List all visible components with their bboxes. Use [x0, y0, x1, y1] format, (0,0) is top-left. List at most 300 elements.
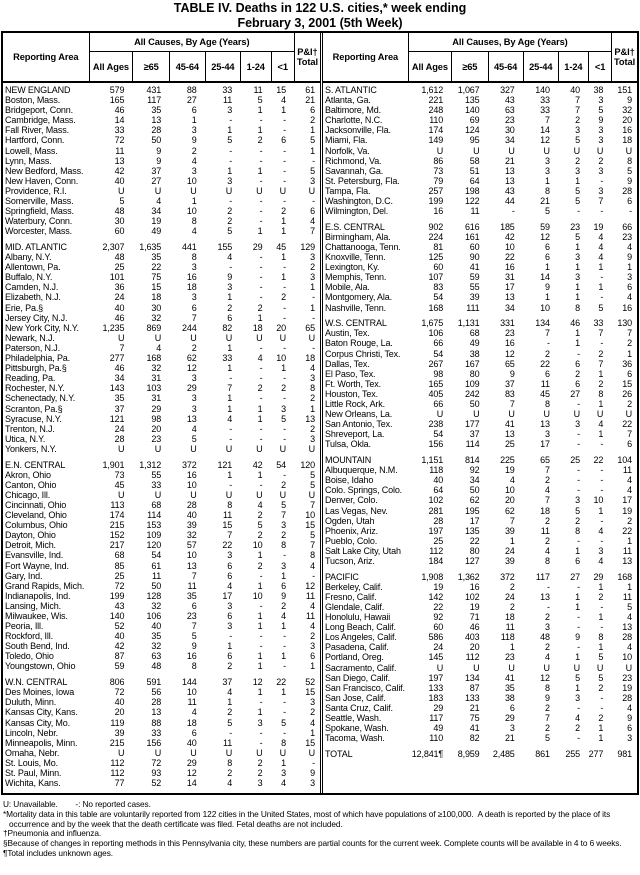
value-45-64: 3 — [191, 373, 197, 384]
value-45-64: 32 — [186, 530, 197, 541]
value-1-24: U — [573, 145, 580, 156]
value-all-ages: 25 — [114, 262, 125, 273]
city-row — [323, 556, 637, 566]
value-1-24: - — [577, 206, 580, 217]
value-pi-total: 11 — [622, 465, 632, 476]
value-all-ages: 28 — [433, 515, 444, 526]
column-header-all-causes: All Causes, By Age (Years) — [408, 33, 611, 52]
value-1-24: 1 — [257, 165, 263, 176]
value-25-44: U — [225, 747, 233, 758]
city-name: Lynn, Mass. — [5, 155, 52, 166]
value-ge65: 195 — [464, 505, 480, 516]
value-1-24: 46 — [570, 318, 580, 329]
value-pi-total: - — [312, 342, 315, 353]
city-row — [3, 186, 320, 196]
value-1-24: 1 — [575, 175, 580, 186]
value-45-64: 6 — [191, 105, 197, 116]
city-row — [323, 166, 637, 176]
value-lt1: 22 — [276, 677, 286, 688]
city-name: San Antonio, Tex. — [325, 419, 393, 430]
value-lt1: 1 — [281, 252, 286, 263]
value-1-24: 2 — [575, 368, 580, 379]
value-ge65: 54 — [151, 550, 162, 561]
value-pi-total: 6 — [310, 206, 315, 217]
city-row — [323, 399, 637, 409]
city-name: Utica, N.Y. — [5, 433, 46, 444]
value-lt1: U — [279, 443, 286, 454]
section-total-row — [323, 85, 637, 95]
value-ge65: 63 — [151, 651, 162, 662]
value-45-64: 39 — [186, 520, 197, 531]
value-1-24: - — [259, 155, 263, 166]
value-1-24: - — [259, 600, 263, 611]
value-pi-total: 28 — [622, 185, 632, 196]
section-name: E.N. CENTRAL — [5, 459, 66, 470]
value-1-24: - — [259, 175, 263, 186]
city-row — [323, 733, 637, 743]
value-lt1: 4 — [598, 252, 604, 263]
value-25-44: 33 — [222, 85, 233, 95]
value-lt1: - — [283, 312, 286, 323]
value-25-44: 7 — [544, 713, 550, 723]
value-all-ages: 248 — [428, 105, 444, 116]
value-lt1: 8 — [281, 737, 286, 748]
value-ge65: 75 — [469, 713, 480, 723]
value-pi-total: 28 — [622, 692, 632, 703]
value-45-64: 1 — [509, 535, 515, 546]
city-row — [3, 323, 320, 333]
city-name: Somerville, Mass. — [5, 196, 74, 207]
city-row — [3, 748, 320, 758]
value-pi-total: 19 — [622, 505, 632, 516]
value-all-ages: 1,675 — [421, 318, 444, 329]
column-header-25-44: 25-44 — [205, 52, 241, 81]
value-all-ages: 28 — [114, 433, 125, 444]
value-45-64: 38 — [504, 692, 515, 703]
city-name: Milwaukee, Wis. — [5, 610, 68, 621]
city-row — [323, 409, 637, 419]
value-pi-total: 9 — [627, 252, 632, 263]
value-lt1: 2 — [598, 348, 604, 359]
value-25-44: 82 — [222, 322, 233, 333]
value-lt1: U — [279, 489, 286, 500]
value-pi-total: 15 — [622, 378, 632, 389]
value-all-ages: U — [117, 489, 125, 500]
value-1-24: 3 — [575, 692, 580, 703]
value-25-44: 7 — [544, 465, 550, 476]
value-pi-total: U — [625, 662, 632, 673]
city-row — [3, 444, 320, 454]
value-ge65: 19 — [151, 216, 162, 227]
value-45-64: 1 — [509, 642, 515, 653]
value-25-44: - — [229, 262, 233, 273]
value-all-ages: U — [436, 145, 444, 156]
city-row — [323, 592, 637, 602]
value-ge65: 19 — [469, 601, 480, 612]
value-all-ages: 5 — [119, 196, 125, 207]
value-lt1: 1 — [281, 363, 286, 374]
value-lt1: 2 — [281, 479, 286, 490]
value-pi-total: 151 — [617, 85, 632, 95]
value-25-44: 33 — [222, 353, 233, 364]
value-25-44: 5 — [227, 226, 233, 237]
value-lt1: 3 — [281, 560, 286, 571]
value-lt1: 1 — [281, 687, 286, 698]
city-name: Spokane, Wash. — [325, 723, 389, 734]
value-all-ages: 46 — [114, 363, 125, 374]
value-all-ages: 165 — [428, 378, 444, 389]
value-ge65: 18 — [151, 292, 162, 303]
column-header-45-64: 45-64 — [488, 52, 523, 81]
value-lt1: 3 — [598, 165, 604, 176]
value-lt1: 5 — [281, 499, 286, 510]
value-lt1: - — [283, 727, 286, 738]
value-1-24: 3 — [575, 495, 580, 506]
value-lt1: - — [283, 707, 286, 718]
city-row — [3, 363, 320, 373]
value-1-24: 4 — [257, 499, 263, 510]
value-all-ages: 40 — [433, 475, 444, 486]
value-25-44: 22 — [540, 358, 550, 369]
value-pi-total: 10 — [622, 652, 632, 663]
value-45-64: 441 — [182, 242, 197, 252]
value-pi-total: 32 — [622, 105, 632, 116]
value-25-44: 1 — [227, 292, 233, 303]
value-lt1: 2 — [281, 530, 286, 541]
value-all-ages: 106 — [428, 328, 444, 339]
section-total-row — [3, 460, 320, 470]
value-lt1: 5 — [598, 672, 604, 683]
value-45-64: 12 — [186, 767, 197, 778]
value-all-ages: 40 — [114, 302, 125, 313]
city-row — [3, 480, 320, 490]
value-all-ages: 1,612 — [421, 85, 444, 95]
city-row — [3, 768, 320, 778]
value-25-44: 2 — [227, 302, 233, 313]
value-pi-total: 6 — [310, 105, 315, 116]
value-25-44: 3 — [227, 282, 233, 293]
value-pi-total: 1 — [627, 535, 632, 546]
city-name: Honolulu, Hawaii — [325, 612, 391, 623]
value-25-44: 7 — [544, 328, 550, 339]
city-name: Los Angeles, Calif. — [325, 632, 397, 643]
value-25-44: 6 — [544, 368, 550, 379]
value-25-44: 4 — [227, 413, 233, 424]
value-lt1: 277 — [588, 748, 604, 759]
value-ge65: 135 — [464, 525, 480, 536]
value-25-44: 6 — [227, 610, 233, 621]
value-lt1: 5 — [281, 413, 286, 424]
city-row — [323, 105, 637, 115]
value-1-24: - — [259, 292, 263, 303]
value-all-ages: 281 — [428, 505, 444, 516]
value-1-24: 1 — [257, 707, 263, 718]
value-25-44: 10 — [540, 302, 550, 313]
value-lt1: 2 — [281, 206, 286, 217]
value-25-44: 3 — [544, 622, 550, 633]
value-ge65: 37 — [151, 165, 162, 176]
city-name: Las Vegas, Nev. — [325, 505, 388, 516]
value-25-44: 2 — [544, 535, 550, 546]
value-all-ages: 102 — [428, 495, 444, 506]
section-name: S. ATLANTIC — [325, 85, 377, 95]
value-25-44: 4 — [544, 485, 550, 496]
city-row — [323, 338, 637, 348]
value-25-44: 121 — [217, 459, 233, 470]
value-lt1: 8 — [598, 388, 604, 399]
value-25-44: 5 — [544, 733, 550, 744]
value-1-24: - — [259, 727, 263, 738]
value-45-64: 21 — [504, 733, 515, 744]
value-45-64: 13 — [504, 175, 515, 186]
value-45-64: 225 — [500, 455, 515, 466]
value-lt1: 2 — [281, 292, 286, 303]
value-1-24: 4 — [257, 353, 263, 364]
value-1-24: 1 — [257, 469, 263, 480]
value-pi-total: 6 — [310, 651, 315, 662]
city-row — [3, 383, 320, 393]
value-1-24: - — [259, 631, 263, 642]
value-lt1: - — [283, 393, 286, 404]
value-pi-total: 2 — [627, 515, 632, 526]
city-row — [3, 651, 320, 661]
value-pi-total: 11 — [622, 545, 632, 556]
value-all-ages: 19 — [433, 581, 444, 592]
value-all-ages: 199 — [109, 590, 125, 601]
column-header-25-44: 25-44 — [523, 52, 558, 81]
value-pi-total: 1 — [310, 727, 315, 738]
value-25-44: 33 — [540, 105, 550, 116]
value-25-44: 17 — [540, 439, 550, 450]
city-name: Santa Cruz, Calif. — [325, 702, 393, 713]
value-25-44: - — [229, 727, 233, 738]
value-pi-total: 1 — [310, 282, 315, 293]
value-pi-total: 1 — [627, 581, 632, 592]
value-pi-total: 4 — [627, 292, 632, 303]
value-1-24: - — [259, 697, 263, 708]
city-row — [3, 571, 320, 581]
value-45-64: 3 — [191, 262, 197, 273]
value-45-64: 19 — [504, 465, 515, 476]
value-45-64: 14 — [186, 778, 197, 789]
value-45-64: 8 — [191, 252, 197, 263]
value-45-64: 18 — [504, 612, 515, 623]
value-25-44: U — [225, 489, 233, 500]
value-25-44: 12 — [540, 672, 550, 683]
value-45-64: 34 — [504, 302, 515, 313]
city-row — [3, 601, 320, 611]
value-ge65: 403 — [464, 632, 480, 643]
value-45-64: 11 — [187, 697, 197, 708]
value-45-64: 9 — [191, 641, 197, 652]
value-1-24: 1 — [575, 328, 580, 339]
value-pi-total: 23 — [622, 231, 632, 242]
value-25-44: - — [229, 115, 233, 126]
section-name: TOTAL — [325, 748, 353, 759]
value-1-24: 5 — [257, 520, 263, 531]
value-lt1: - — [283, 125, 286, 136]
value-1-24: - — [577, 622, 580, 633]
value-all-ages: 77 — [114, 778, 125, 789]
value-45-64: 9 — [191, 135, 197, 146]
city-name: Rochester, N.Y. — [5, 383, 65, 394]
value-pi-total: - — [312, 757, 315, 768]
table-right-half — [320, 33, 637, 793]
city-row — [323, 135, 637, 145]
value-lt1: 19 — [593, 221, 604, 232]
value-45-64: 39 — [504, 525, 515, 536]
footnote: *Mortality data in this table are voluntarily reported from 122 cities in the United States, most of which have populations of ≥100,000. A death is reported by the place of its occurrence and by the week that the death certificate was filed. Fetal deaths are not included. — [3, 808, 613, 829]
value-1-24: 255 — [565, 748, 580, 759]
value-all-ages: 25 — [433, 535, 444, 546]
value-45-64: 23 — [186, 610, 197, 621]
value-25-44: 17 — [222, 590, 233, 601]
value-lt1: 1 — [281, 570, 286, 581]
value-45-64: 2 — [191, 145, 197, 156]
value-pi-total: 4 — [627, 485, 632, 496]
value-pi-total: 2 — [310, 631, 315, 642]
value-25-44: 12 — [540, 135, 550, 146]
value-45-64: 43 — [504, 185, 515, 196]
value-25-44: 4 — [227, 687, 233, 698]
city-row — [323, 349, 637, 359]
value-pi-total: 1 — [310, 661, 315, 672]
value-lt1: 4 — [598, 242, 604, 252]
value-pi-total: 18 — [622, 135, 632, 146]
value-ge65: 49 — [151, 226, 162, 237]
value-pi-total: 66 — [622, 221, 632, 232]
value-all-ages: 85 — [114, 560, 125, 571]
value-25-44: - — [229, 373, 233, 384]
value-1-24: 2 — [257, 767, 263, 778]
value-lt1: 1 — [598, 733, 604, 744]
value-all-ages: 140 — [109, 610, 125, 621]
value-ge65: 4 — [156, 196, 162, 207]
value-45-64: 16 — [504, 262, 515, 273]
value-45-64: 29 — [186, 383, 197, 394]
value-1-24: - — [577, 439, 580, 450]
city-row — [323, 703, 637, 713]
value-all-ages: 110 — [429, 115, 444, 126]
value-pi-total: U — [308, 332, 315, 343]
value-lt1: 1 — [281, 621, 286, 632]
city-row — [323, 419, 637, 429]
value-all-ages: 145 — [428, 652, 444, 663]
value-lt1: 1 — [598, 399, 604, 409]
value-1-24: U — [256, 489, 263, 500]
value-lt1: 1 — [281, 651, 286, 662]
value-ge65: 112 — [465, 652, 480, 663]
value-45-64: 10 — [186, 479, 197, 490]
value-pi-total: 21 — [305, 95, 315, 106]
column-header-ge65: ≥65 — [132, 52, 169, 81]
city-row — [323, 389, 637, 399]
city-row — [3, 373, 320, 383]
value-1-24: - — [577, 612, 580, 623]
city-row — [323, 602, 637, 612]
city-name: New Bedford, Mass. — [5, 165, 84, 176]
city-name: Dallas, Tex. — [325, 358, 370, 369]
value-lt1: 3 — [598, 125, 604, 136]
value-25-44: 14 — [540, 272, 550, 283]
value-45-64: 13 — [504, 292, 515, 303]
value-1-24: 18 — [252, 322, 263, 333]
city-name: Camden, N.J. — [5, 282, 59, 293]
value-lt1: - — [283, 631, 286, 642]
pi-total-line2: Total — [296, 57, 318, 67]
value-lt1: U — [596, 662, 604, 673]
value-lt1: 3 — [598, 135, 604, 146]
value-all-ages: 113 — [110, 499, 125, 510]
value-45-64: 44 — [504, 196, 515, 207]
value-25-44: 5 — [544, 206, 550, 217]
value-ge65: 616 — [464, 221, 480, 232]
city-name: Worcester, Mass. — [5, 226, 72, 237]
value-lt1: - — [283, 175, 286, 186]
value-25-44: 48 — [540, 632, 550, 643]
value-45-64: 372 — [500, 571, 515, 582]
city-row — [3, 520, 320, 530]
city-name: Gary, Ind. — [5, 570, 43, 581]
value-25-44: U — [543, 409, 550, 420]
value-all-ages: 184 — [428, 556, 444, 566]
city-row — [323, 652, 637, 662]
value-45-64: 185 — [500, 221, 515, 232]
value-45-64: 23 — [504, 115, 515, 126]
value-all-ages: 48 — [114, 252, 125, 263]
value-25-44: - — [229, 196, 233, 207]
column-header-pi-total — [611, 33, 637, 81]
value-ge65: 28 — [151, 697, 162, 708]
city-name: Memphis, Tenn. — [325, 272, 387, 283]
value-45-64: 3 — [191, 292, 197, 303]
value-ge65: 1,131 — [457, 318, 480, 329]
value-1-24: - — [259, 196, 263, 207]
value-all-ages: 24 — [114, 292, 125, 303]
city-name: Lincoln, Nebr. — [5, 727, 58, 738]
value-1-24: 1 — [257, 105, 263, 116]
value-45-64: 6 — [191, 727, 197, 738]
city-name: Grand Rapids, Mich. — [5, 580, 85, 591]
value-lt1: - — [600, 535, 604, 546]
value-25-44: 6 — [227, 560, 233, 571]
value-ge65: 28 — [151, 125, 162, 136]
value-pi-total: 6 — [627, 439, 632, 450]
value-25-44: 155 — [217, 242, 233, 252]
city-row — [3, 206, 320, 216]
value-1-24: - — [259, 570, 263, 581]
value-lt1: 4 — [281, 778, 286, 789]
value-all-ages: 68 — [114, 550, 125, 561]
value-1-24: 7 — [575, 105, 580, 116]
value-1-24: - — [577, 733, 580, 744]
value-lt1: - — [283, 661, 286, 672]
value-pi-total: 3 — [310, 778, 315, 789]
value-45-64: U — [190, 489, 197, 500]
value-1-24: 1 — [575, 601, 580, 612]
city-row — [323, 156, 637, 166]
value-lt1: - — [283, 155, 286, 166]
value-ge65: 58 — [469, 155, 480, 166]
value-45-64: 6 — [509, 702, 515, 713]
value-all-ages: 2,307 — [102, 242, 125, 252]
value-all-ages: 1,151 — [421, 455, 444, 466]
value-25-44: 1 — [227, 403, 233, 414]
value-pi-total: 3 — [310, 697, 315, 708]
value-1-24: - — [259, 282, 263, 293]
value-lt1: - — [283, 641, 286, 652]
value-1-24: 1 — [257, 661, 263, 672]
